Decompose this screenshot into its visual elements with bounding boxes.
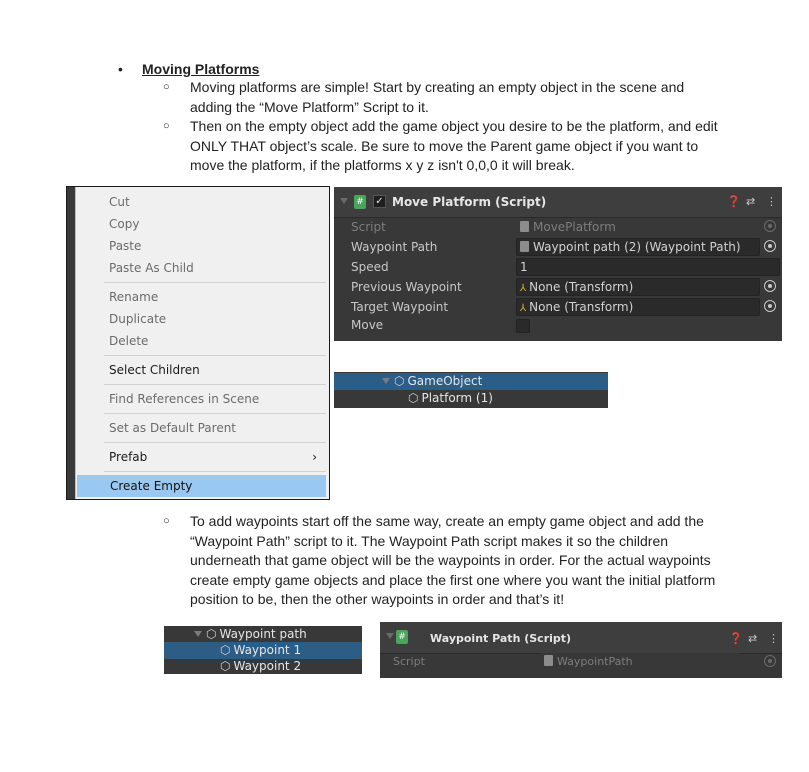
previous-waypoint-field[interactable]: ⅄ None (Transform) xyxy=(516,278,760,296)
expand-arrow-icon[interactable] xyxy=(194,631,202,637)
script-file-icon xyxy=(544,655,553,666)
context-menu-screenshot xyxy=(66,186,330,500)
sub-bullet-marker: ○ xyxy=(163,515,170,527)
hierarchy-item-label: Waypoint 2 xyxy=(233,659,302,673)
transform-icon: ⅄ xyxy=(520,283,527,294)
menu-separator xyxy=(104,384,326,385)
hierarchy-waypoints xyxy=(164,626,362,674)
menu-separator xyxy=(104,282,326,283)
menu-separator xyxy=(104,413,326,414)
cube-icon: ⬡ xyxy=(408,391,419,405)
foldout-arrow-icon[interactable] xyxy=(340,198,348,204)
section-heading: Moving Platforms xyxy=(142,61,260,77)
move-platform-inspector xyxy=(334,187,782,341)
cube-icon: ⬡ xyxy=(220,659,231,673)
context-menu xyxy=(75,187,330,499)
enabled-checkbox[interactable]: ✓ xyxy=(373,195,386,208)
cube-icon: ⬡ xyxy=(394,374,405,388)
presets-icon[interactable]: ⇄ xyxy=(746,195,756,208)
paragraph-1: Moving platforms are simple! Start by creating an empty object in the scene and adding the “Move Platform” Script to it. xyxy=(190,79,685,115)
menu-item-delete[interactable]: Delete xyxy=(109,334,149,348)
field-row-target-waypoint xyxy=(334,297,782,317)
hierarchy-item-waypoint-1[interactable] xyxy=(164,642,362,659)
script-file-icon xyxy=(520,241,529,252)
field-row-previous-waypoint xyxy=(334,277,782,297)
component-header[interactable] xyxy=(334,187,782,218)
script-field: WaypointPath xyxy=(540,653,740,671)
move-checkbox[interactable] xyxy=(516,319,530,333)
paragraph-3: To add waypoints start off the same way, create an empty game object and add the “Waypoint Path” script to it. The Waypoint Path script makes it so the children underneath that game object will be the waypoints in order. For the actual waypoints create empty game objects and place the first one where you want the initial platform position to be, then the other waypoints in order and that’s it! xyxy=(190,513,716,607)
object-picker-icon[interactable] xyxy=(764,240,776,252)
script-label: Script xyxy=(393,655,425,668)
more-options-icon[interactable]: ⋮ xyxy=(768,632,779,645)
help-icon[interactable]: ❓ xyxy=(729,632,743,645)
target-waypoint-label: Target Waypoint xyxy=(351,300,449,314)
waypoint-path-field[interactable]: Waypoint path (2) (Waypoint Path) xyxy=(516,238,760,256)
chevron-right-icon: › xyxy=(312,450,317,464)
menu-item-cut[interactable]: Cut xyxy=(109,195,130,209)
hierarchy-item-label: GameObject xyxy=(407,374,483,388)
move-label: Move xyxy=(351,318,384,332)
object-picker-icon xyxy=(764,655,776,667)
script-icon: # xyxy=(396,630,408,644)
menu-separator xyxy=(104,471,326,472)
hierarchy-platform xyxy=(334,372,608,408)
script-label: Script xyxy=(351,220,386,234)
sub-bullet-marker: ○ xyxy=(163,120,170,132)
menu-item-select-children[interactable]: Select Children xyxy=(109,363,200,377)
component-title: Waypoint Path (Script) xyxy=(430,632,572,645)
menu-item-create-empty[interactable]: Create Empty xyxy=(77,475,326,497)
menu-item-set-default-parent[interactable]: Set as Default Parent xyxy=(109,421,237,435)
object-picker-icon[interactable] xyxy=(764,300,776,312)
hierarchy-item-platform[interactable] xyxy=(334,390,608,407)
waypoint-path-label: Waypoint Path xyxy=(351,240,438,254)
field-row-script xyxy=(380,652,782,672)
expand-arrow-icon[interactable] xyxy=(382,378,390,384)
field-row-move xyxy=(334,315,782,335)
component-title: Move Platform (Script) xyxy=(392,195,547,209)
field-row-waypoint-path xyxy=(334,237,782,257)
object-picker-icon[interactable] xyxy=(764,280,776,292)
paragraph-2: Then on the empty object add the game object you desire to be the platform, and edit ONLY THAT object’s scale. Be sure to move the Parent game object if you want to move the platform, if the platforms x y z isn't 0,0,0 it will break. xyxy=(190,118,718,173)
cube-icon: ⬡ xyxy=(206,627,217,641)
hierarchy-item-waypoint-2[interactable] xyxy=(164,658,362,675)
previous-waypoint-label: Previous Waypoint xyxy=(351,280,462,294)
sub-bullet-marker: ○ xyxy=(163,81,170,93)
waypoint-path-inspector xyxy=(380,622,782,678)
speed-label: Speed xyxy=(351,260,389,274)
hierarchy-item-waypoint-path[interactable] xyxy=(164,626,362,643)
help-icon[interactable]: ❓ xyxy=(727,195,741,208)
script-field: MovePlatform xyxy=(516,218,760,236)
menu-item-prefab[interactable] xyxy=(76,446,330,468)
menu-item-find-references[interactable]: Find References in Scene xyxy=(109,392,260,406)
hierarchy-item-label: Waypoint 1 xyxy=(233,643,302,657)
menu-item-rename[interactable]: Rename xyxy=(109,290,159,304)
transform-icon: ⅄ xyxy=(520,303,527,314)
menu-item-copy[interactable]: Copy xyxy=(109,217,140,231)
bullet-dot: • xyxy=(118,61,123,77)
hierarchy-edge xyxy=(67,187,75,499)
hierarchy-item-label: Waypoint path xyxy=(219,627,307,641)
menu-item-duplicate[interactable]: Duplicate xyxy=(109,312,167,326)
hierarchy-item-gameobject[interactable] xyxy=(334,373,608,390)
presets-icon[interactable]: ⇄ xyxy=(748,632,758,645)
field-row-speed xyxy=(334,257,782,277)
cube-icon: ⬡ xyxy=(220,643,231,657)
script-icon: # xyxy=(354,195,366,209)
more-options-icon[interactable]: ⋮ xyxy=(766,195,777,208)
menu-item-prefab-label: Prefab xyxy=(109,450,148,464)
target-waypoint-field[interactable]: ⅄ None (Transform) xyxy=(516,298,760,316)
menu-item-paste-as-child[interactable]: Paste As Child xyxy=(109,261,194,275)
menu-item-paste[interactable]: Paste xyxy=(109,239,142,253)
field-row-script xyxy=(334,217,782,237)
hierarchy-item-label: Platform (1) xyxy=(421,391,493,405)
script-file-icon xyxy=(520,221,529,232)
menu-separator xyxy=(104,355,326,356)
object-picker-icon xyxy=(764,220,776,232)
component-header[interactable] xyxy=(380,622,782,654)
speed-input[interactable]: 1 xyxy=(516,258,780,276)
menu-separator xyxy=(104,442,326,443)
foldout-arrow-icon[interactable] xyxy=(386,633,394,639)
